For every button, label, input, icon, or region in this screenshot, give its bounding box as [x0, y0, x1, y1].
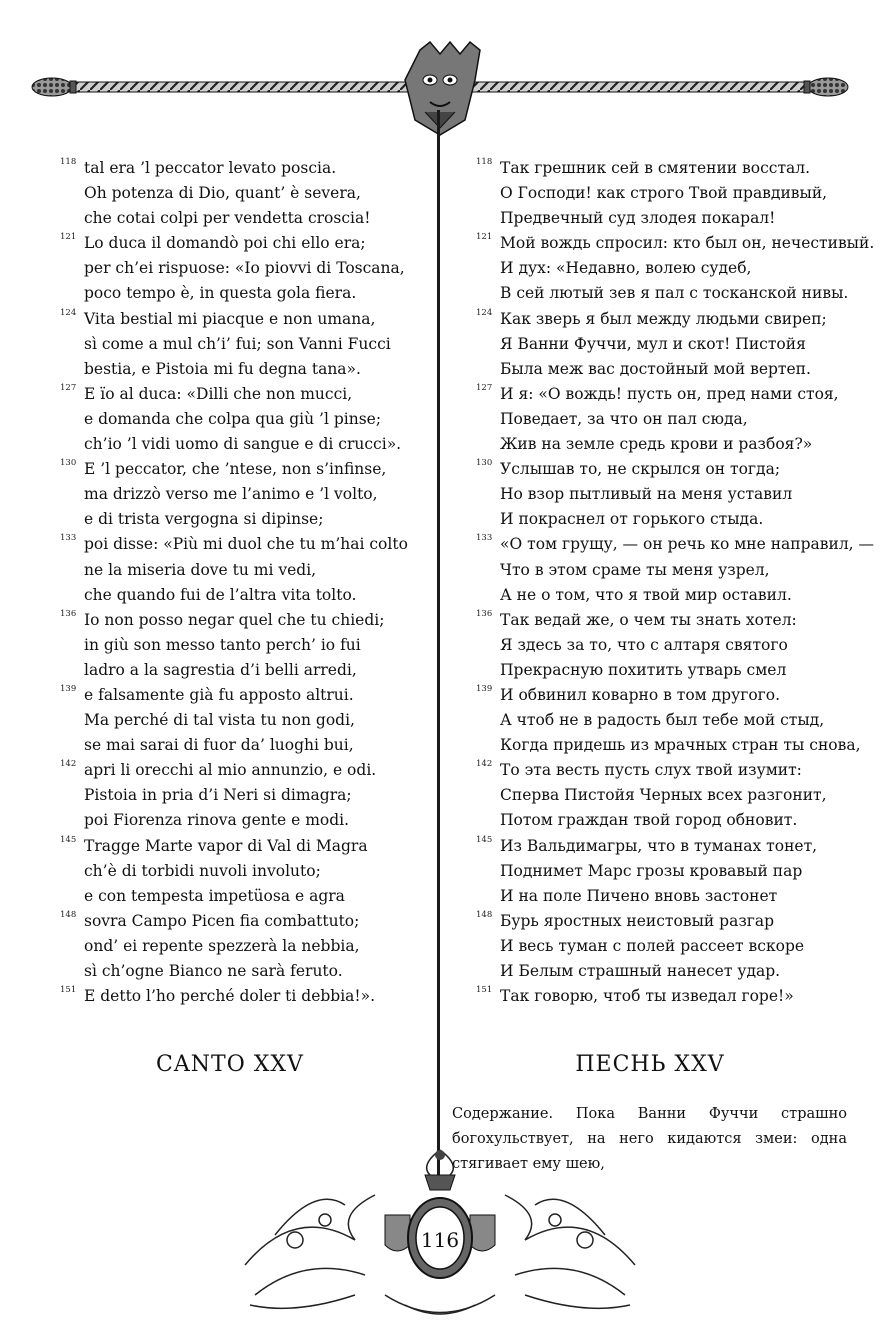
verse-number: 151: [60, 985, 77, 996]
verse-number: 148: [476, 909, 493, 920]
verse-number: 124: [476, 307, 493, 318]
verse-text: ch’io ’l vidi uomo di sangue e di crucci».: [84, 435, 402, 454]
verse-text: Мой вождь спросил: кто был он, нечестивый.: [500, 234, 875, 253]
verse-line: [476, 583, 856, 608]
verse-line: [476, 758, 856, 783]
verse-text: ladro a la sagrestia d’i belli arredi,: [84, 660, 357, 679]
verse-line: [476, 633, 856, 658]
verse-number: 139: [476, 683, 493, 694]
verse-text: ne la miseria dove tu mi vedi,: [84, 560, 317, 579]
verse-line: [60, 307, 420, 332]
verse-text: sovra Campo Picen fia combattuto;: [84, 911, 360, 930]
verse-line: [60, 959, 420, 984]
verse-text: Pistoia in pria d’i Neri si dimagra;: [84, 786, 352, 805]
verse-text: И дух: «Недавно, волею судеб,: [500, 259, 752, 278]
left-finial-icon: [32, 78, 76, 96]
verse-number: 142: [60, 759, 77, 770]
verse-text: И обвинил коварно в том другого.: [500, 685, 781, 704]
verse-text: sì ch’ogne Bianco ne sarà feruto.: [84, 962, 343, 980]
verse-text: Из Вальдимагры, что в туманах тонет,: [500, 836, 818, 855]
verse-line: [476, 808, 856, 833]
verse-line: [476, 357, 856, 382]
verse-line: [60, 633, 420, 658]
verse-line: [60, 733, 420, 758]
verse-number: 136: [60, 608, 77, 619]
verse-number: 139: [60, 683, 77, 694]
verse-text: ch’è di torbidi nuvoli involuto;: [84, 861, 321, 880]
verse-number: 130: [60, 458, 77, 469]
verse-line: [60, 608, 420, 633]
canto-title-russian: ПЕСНЬ XXV: [575, 1052, 725, 1077]
verse-text: per ch’ei rispuose: «Io piovvi di Toscana,: [84, 259, 405, 278]
verse-number: 121: [476, 232, 493, 243]
verse-line: [60, 834, 420, 859]
bottom-scroll-icon: [385, 1295, 495, 1314]
verse-text: E ’l peccator, che ’ntese, non s’infinse,: [84, 460, 387, 479]
verse-line: [476, 859, 856, 884]
verse-number: 130: [476, 458, 493, 469]
verse-text: Бурь яростных неистовый разгар: [500, 911, 775, 930]
verse-line: [476, 256, 856, 281]
verse-number: 136: [476, 608, 493, 619]
top-urn-icon: [425, 1150, 455, 1190]
verse-number: 121: [60, 232, 77, 243]
verse-text: Поведает, за что он пал сюда,: [500, 409, 748, 428]
verse-text: che cotai colpi per vendetta croscia!: [84, 209, 371, 228]
right-shield-icon: [470, 1215, 495, 1251]
verse-line: [60, 231, 420, 256]
verse-text: ma drizzò verso me l’animo e ’l volto,: [84, 485, 378, 504]
verse-line: [476, 959, 856, 984]
verse-text: То эта весть пусть слух твой изумит:: [500, 761, 802, 780]
verse-line: [60, 206, 420, 231]
verse-line: [60, 984, 420, 1009]
verse-line: [60, 357, 420, 382]
verse-number: 145: [60, 834, 77, 845]
verse-line: [60, 783, 420, 808]
verse-text: Была меж вас достойный мой вертеп.: [500, 359, 811, 378]
verse-number: 145: [476, 834, 493, 845]
verse-number: 133: [476, 533, 493, 544]
verse-text: Так грешник сей в смятении восстал.: [500, 159, 811, 177]
verse-line: [476, 432, 856, 457]
verse-line: [476, 382, 856, 407]
verse-line: [60, 407, 420, 432]
verse-line: [476, 532, 875, 557]
verse-text: Я Ванни Фуччи, мул и скот! Пистойя: [500, 334, 806, 353]
verse-text: e con tempesta impetüosa e agra: [84, 886, 345, 905]
verse-text: Oh potenza di Dio, quant’ è severa,: [84, 184, 361, 203]
verse-line: [60, 558, 420, 583]
verse-text: И Белым страшный нанесет удар.: [500, 962, 781, 980]
verse-text: Сперва Пистойя Черных всех разгонит,: [500, 786, 827, 805]
verse-text: Я здесь за то, что с алтаря святого: [500, 635, 788, 654]
verse-number: 127: [60, 382, 77, 393]
verse-text: О Господи! как строго Твой правдивый,: [500, 184, 828, 203]
verse-line: [476, 884, 856, 909]
verse-line: [476, 281, 856, 306]
verse-text: Io non posso negar quel che tu chiedi;: [84, 610, 385, 629]
verse-line: [60, 658, 420, 683]
verse-number: 124: [60, 307, 77, 318]
right-finial-icon: [804, 78, 848, 96]
verse-number: 133: [60, 533, 77, 544]
verse-text: Так ведай же, о чем ты знать хотел:: [500, 610, 797, 629]
verse-number: 142: [476, 759, 493, 770]
verse-text: Vita bestial mi piacque e non umana,: [84, 309, 376, 328]
verse-text: ond’ ei repente spezzerà la nebbia,: [84, 936, 360, 955]
verse-text: E ïo al duca: «Dilli che non mucci,: [84, 384, 353, 403]
verse-line: [60, 457, 420, 482]
verse-text: e domanda che colpa qua giù ’l pinse;: [84, 409, 382, 428]
verse-text: sì come a mul ch’i’ fui; son Vanni Fucci: [84, 334, 391, 353]
verse-line: [476, 984, 856, 1009]
verse-text: apri li orecchi al mio annunzio, e odi.: [84, 761, 377, 780]
verse-line: [476, 733, 861, 758]
verse-line: [60, 482, 420, 507]
column-divider: [437, 110, 440, 1190]
verse-line: [476, 834, 856, 859]
verse-line: [60, 909, 420, 934]
verse-number: 118: [60, 157, 77, 167]
canto-summary: Содержание. Пока Ванни Фуччи страшно богохульствует, на него кидаются змеи: одна стягивает ему шею,: [452, 1106, 847, 1172]
verse-text: tal era ’l peccator levato poscia.: [84, 159, 337, 177]
verse-text: Так говорю, чтоб ты изведал горе!»: [500, 987, 794, 1006]
verse-line: [476, 156, 856, 181]
header-ornament: [30, 40, 850, 140]
verse-text: poi Fiorenza rinova gente e modi.: [84, 811, 350, 830]
verse-text: bestia, e Pistoia mi fu degna tana».: [84, 359, 361, 378]
verse-text: e falsamente già fu apposto altrui.: [84, 685, 354, 704]
verse-text: che quando fui de l’altra vita tolto.: [84, 585, 357, 604]
verse-line: [476, 307, 856, 332]
verse-text: in giù son messo tanto perch’ io fui: [84, 635, 361, 654]
verse-line: [60, 156, 420, 181]
verse-line: [60, 808, 420, 833]
verse-line: [476, 457, 856, 482]
verse-line: [60, 884, 420, 909]
verse-text: Жив на земле средь крови и разбоя?»: [500, 435, 813, 454]
verse-line: [476, 783, 856, 808]
verse-number: 151: [476, 985, 493, 996]
verse-line: [60, 583, 420, 608]
verse-text: Как зверь я был между людьми свиреп;: [500, 309, 827, 328]
verse-line: [60, 934, 420, 959]
verse-line: [476, 909, 856, 934]
verse-line: [60, 758, 420, 783]
verse-line: [60, 532, 420, 557]
verse-text: И я: «О вождь! пусть он, пред нами стоя,: [500, 384, 839, 403]
verse-number: 148: [60, 909, 77, 920]
verse-line: [476, 658, 856, 683]
verse-line: [60, 683, 420, 708]
verse-text: se mai sarai di fuor da’ luoghi bui,: [84, 736, 354, 755]
verse-number: 118: [476, 157, 493, 167]
verse-line: [60, 281, 420, 306]
right-foliage-icon: [505, 1195, 635, 1308]
verse-text: Когда придешь из мрачных стран ты снова,: [500, 736, 861, 755]
verse-line: [60, 181, 420, 206]
verse-text: Tragge Marte vapor di Val di Magra: [84, 836, 368, 855]
verse-text: Предвечный суд злодея покарал!: [500, 209, 776, 228]
verse-line: [476, 332, 856, 357]
verse-line: [476, 934, 856, 959]
lion-mask-icon: [405, 42, 480, 135]
verse-number: 127: [476, 382, 493, 393]
verse-text: E detto l’ho perché doler ti debbia!».: [84, 987, 376, 1006]
verse-line: [60, 507, 420, 532]
verse-text: А чтоб не в радость был тебе мой стыд,: [500, 711, 825, 730]
verse-text: В сей лютый зев я пал с тосканской нивы.: [500, 284, 849, 303]
verse-line: [476, 482, 856, 507]
canto-title-italian: CANTO XXV: [156, 1052, 304, 1077]
verse-text: А не о том, что я твой мир оставил.: [500, 585, 792, 604]
verse-line: [476, 206, 856, 231]
verse-line: [60, 382, 420, 407]
verse-text: Что в этом сраме ты меня узрел,: [500, 560, 770, 579]
verse-line: [476, 231, 875, 256]
verse-line: [476, 683, 856, 708]
verse-line: [476, 558, 856, 583]
russian-column: [476, 156, 875, 1009]
verse-text: И покраснел от горького стыда.: [500, 510, 764, 529]
verse-line: [476, 407, 856, 432]
verse-line: [60, 432, 420, 457]
verse-text: «О том грущу, — он речь ко мне направил, —: [500, 535, 875, 554]
verse-text: Ma perché di tal vista tu non godi,: [84, 711, 355, 730]
verse-text: Потом граждан твой город обновит.: [500, 811, 798, 830]
verse-text: Прекрасную похитить утварь смел: [500, 660, 787, 679]
verse-text: Lo duca il domandò poi chi ello era;: [84, 234, 366, 253]
left-foliage-icon: [245, 1195, 375, 1308]
verse-line: [476, 608, 856, 633]
verse-text: poi disse: «Più mi duol che tu m’hai colto: [84, 535, 408, 554]
verse-line: [476, 507, 856, 532]
italian-column: [60, 156, 420, 1009]
verse-line: [60, 256, 420, 281]
left-shield-icon: [385, 1215, 410, 1251]
verse-text: Услышав то, не скрылся он тогда;: [500, 460, 781, 479]
verse-text: Поднимет Марс грозы кровавый пар: [500, 861, 803, 880]
verse-text: poco tempo è, in questa gola fiera.: [84, 284, 357, 303]
verse-text: e di trista vergogna si dipinse;: [84, 510, 324, 529]
verse-text: Но взор пытливый на меня уставил: [500, 485, 793, 504]
verse-line: [60, 859, 420, 884]
verse-text: И на поле Пичено вновь застонет: [500, 886, 778, 905]
page-number: 116: [420, 1228, 460, 1252]
verse-text: И весь туман с полей рассеет вскоре: [500, 936, 805, 955]
verse-line: [60, 332, 420, 357]
verse-line: [476, 708, 856, 733]
verse-line: [476, 181, 856, 206]
verse-line: [60, 708, 420, 733]
